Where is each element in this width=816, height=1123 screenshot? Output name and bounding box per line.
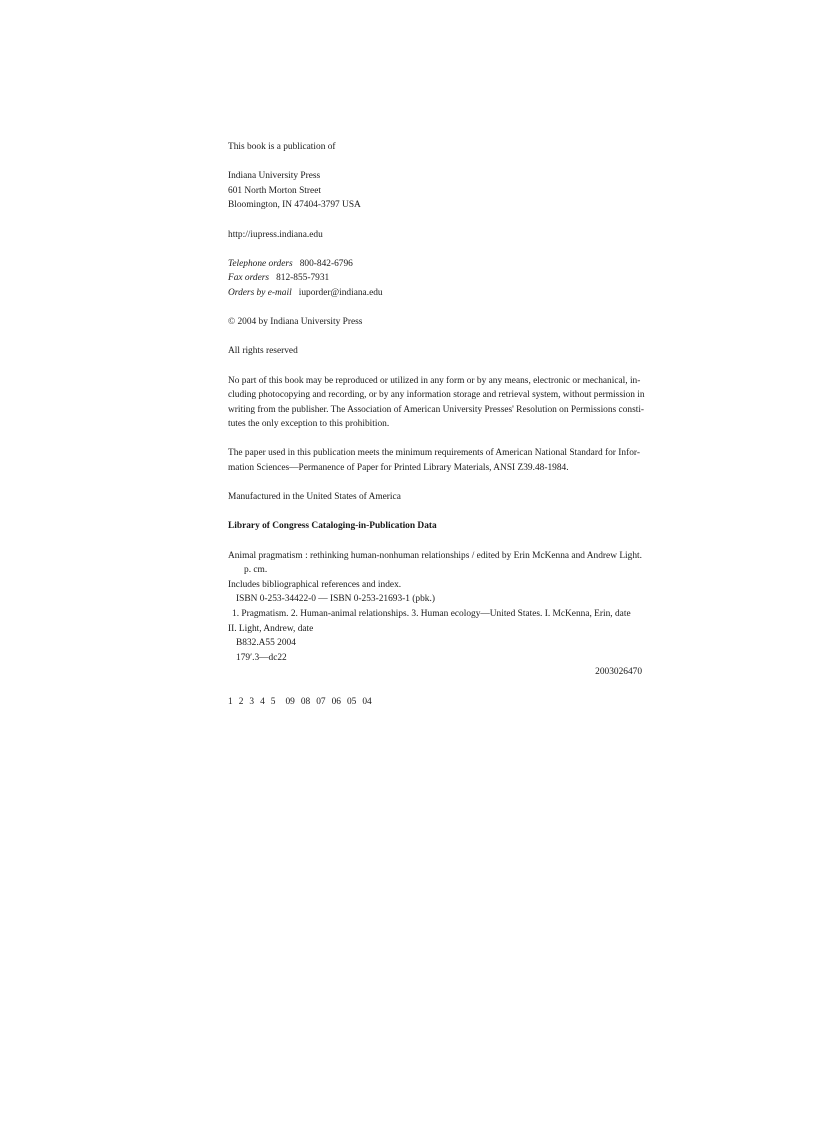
email-orders-label: Orders by e-mail [228,287,292,298]
telephone-orders [228,257,642,272]
cip-subjects-line1: 1. Pragmatism. 2. Human-animal relationships. 3. Human ecology—United States. I. McKenna, Erin, date [232,609,631,619]
permissions-line: No part of this book may be reproduced or utilized in any form or by any means, electronic or mechanical, in- [228,375,641,386]
impression-number: 2 [238,696,244,707]
cip-isbn: ISBN 0-253-34422-0 — ISBN 0-253-21693-1 (pbk.) [236,594,435,605]
fax-orders-label: Fax orders [228,273,270,284]
cip-pages: p. cm. [244,565,268,576]
permissions-line: writing from the publisher. The Association of American University Presses' Resolution on Permissions consti- [228,404,645,415]
cip-record [228,549,642,680]
order-info [228,257,642,301]
printing-year: 05 [346,696,357,707]
printing-year: 09 [285,696,295,707]
printing-year: 06 [331,696,341,707]
telephone-orders-label: Telephone orders [228,258,293,269]
permissions-line: tutes the only exception to this prohibition. [228,419,390,430]
publisher-website: http://iupress.indiana.edu [228,229,323,240]
impression-number: 1 [228,696,233,707]
cip-notes: Includes bibliographical references and index. [228,579,402,590]
telephone-orders-value: 800-842-6796 [299,258,353,269]
printing-year: 04 [362,696,372,707]
email-orders-value: iuporder@indiana.edu [298,287,383,298]
cip-dewey: 179′.3—dc22 [236,652,287,663]
permissions-paragraph [228,374,645,432]
cip-subjects-line2: II. Light, Andrew, date [228,623,314,634]
printing-year: 08 [300,696,311,707]
paper-standard-paragraph [228,446,642,475]
paper-line: The paper used in this publication meets the minimum requirements of American National Standard for Infor- [228,448,640,459]
copyright-page [228,140,645,709]
rights-notice: All rights reserved [228,346,298,357]
impression-number: 4 [260,696,265,707]
cip-control-number: 2003026470 [595,667,642,678]
manufactured-notice: Manufactured in the United States of America [228,492,401,503]
printing-year: 07 [316,696,326,707]
publisher-name: Indiana University Press [228,171,321,182]
cip-title-line: Animal pragmatism : rethinking human-nonhuman relationships / edited by Erin McKenna and Andrew Light. [228,550,642,561]
cip-call-number: B832.A55 2004 [236,638,296,649]
fax-orders-value: 812-855-7931 [276,273,330,284]
publisher-street: 601 North Morton Street [228,185,321,196]
printing-line [228,695,642,710]
publisher-city: Bloomington, IN 47404-3797 USA [228,200,361,211]
publication-intro: This book is a publication of [228,142,336,152]
paper-line: mation Sciences—Permanence of Paper for Printed Library Materials, ANSI Z39.48-1984. [228,463,569,474]
cip-heading: Library of Congress Cataloging-in-Publication Data [228,521,437,532]
fax-orders [228,271,642,286]
email-orders [228,286,642,301]
impression-number: 3 [249,696,255,707]
permissions-line: cluding photocopying and recording, or by any information storage and retrieval system, without permission in [228,390,645,401]
impression-number: 5 [270,696,276,707]
publisher-address [228,169,642,213]
copyright-notice: © 2004 by Indiana University Press [228,317,363,328]
